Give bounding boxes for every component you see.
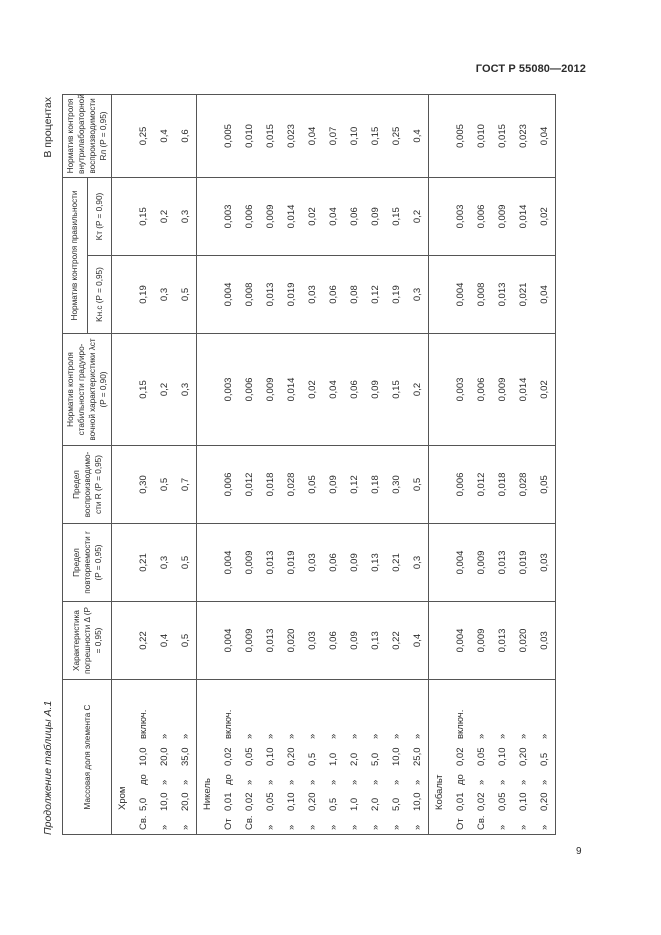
range-cell [239, 680, 260, 835]
reproducibility-cell: 0,12 [344, 446, 365, 524]
stability-cell: 0,15 [133, 334, 154, 446]
element-name: Никель [202, 778, 213, 810]
intralab-cell: 0,005 [218, 94, 239, 177]
repeatability-cell: 0,09 [344, 524, 365, 602]
table-row [239, 94, 260, 834]
kns-cell: 0,03 [302, 256, 323, 334]
stability-cell: 0,009 [260, 334, 281, 446]
range-vk: » [518, 733, 529, 739]
range-vk: » [307, 733, 318, 739]
header-stability: Норматив контроля стабильности градуиро-вочной характеристики λст (P = 0,90) [63, 334, 112, 446]
stability-cell: 0,06 [344, 334, 365, 446]
stability-cell: 0,003 [450, 334, 471, 446]
element-row [429, 94, 451, 834]
repeatability-cell: 0,009 [239, 524, 260, 602]
range-pfx: » [180, 824, 191, 830]
intralab-cell: 0,010 [239, 94, 260, 177]
accuracy-cell: 0,4 [407, 602, 429, 680]
range-a: 20,0 [180, 792, 191, 811]
kt-cell: 0,2 [407, 177, 429, 255]
reproducibility-cell: 0,30 [386, 446, 407, 524]
header-repeatability: Предел повторяемости r (P = 0,95) [63, 524, 112, 602]
repeatability-cell: 0,5 [175, 524, 197, 602]
reproducibility-cell: 0,5 [154, 446, 175, 524]
range-vk: » [349, 733, 360, 739]
repeatability-cell: 0,21 [133, 524, 154, 602]
range-a: 5,0 [391, 797, 402, 811]
accuracy-cell: 0,13 [365, 602, 386, 680]
stability-cell: 0,014 [281, 334, 302, 446]
range-pfx: » [307, 824, 318, 830]
range-cell [218, 680, 239, 835]
repeatability-cell: 0,03 [302, 524, 323, 602]
table-row [534, 94, 556, 834]
range-do: » [370, 779, 381, 785]
kt-cell: 0,04 [323, 177, 344, 255]
range-vk: » [328, 733, 339, 739]
range-b: 0,5 [539, 752, 550, 766]
range-vk: » [159, 733, 170, 739]
table-row [323, 94, 344, 834]
range-b: 0,05 [244, 747, 255, 766]
range-vk: » [370, 733, 381, 739]
document-code: ГОСТ Р 55080—2012 [475, 63, 586, 75]
range-a: 0,20 [539, 792, 550, 811]
reproducibility-cell: 0,30 [133, 446, 154, 524]
intralab-cell: 0,023 [281, 94, 302, 177]
intralab-cell: 0,04 [534, 94, 556, 177]
header-accuracy: Характеристика погрешности Δ (P = 0,95) [63, 602, 112, 680]
stability-cell: 0,006 [471, 334, 492, 446]
range-b: 5,0 [370, 752, 381, 766]
range-cell [175, 680, 197, 835]
range-do: » [286, 779, 297, 785]
range-vk: » [391, 733, 402, 739]
repeatability-cell: 0,004 [218, 524, 239, 602]
intralab-cell: 0,010 [471, 94, 492, 177]
range-cell [534, 680, 556, 835]
range-b: 2,0 [349, 752, 360, 766]
accuracy-cell: 0,22 [386, 602, 407, 680]
intralab-cell: 0,015 [260, 94, 281, 177]
range-b: 1,0 [328, 752, 339, 766]
page-number: 9 [576, 846, 582, 857]
accuracy-cell: 0,009 [239, 602, 260, 680]
table-row [492, 94, 513, 834]
kt-cell: 0,014 [281, 177, 302, 255]
range-pfx: От [223, 818, 234, 830]
range-a: 10,0 [412, 792, 423, 811]
repeatability-cell: 0,019 [281, 524, 302, 602]
header-kns: Kн.с (P = 0,95) [87, 256, 112, 334]
table-row [154, 94, 175, 834]
range-b: 0,20 [518, 747, 529, 766]
range-do: до [455, 774, 466, 785]
kt-cell: 0,02 [534, 177, 556, 255]
intralab-cell: 0,25 [386, 94, 407, 177]
accuracy-cell: 0,013 [492, 602, 513, 680]
range-a: 1,0 [349, 797, 360, 811]
repeatability-cell: 0,3 [154, 524, 175, 602]
range-pfx: » [286, 824, 297, 830]
kt-cell: 0,006 [471, 177, 492, 255]
table-row [218, 94, 239, 834]
range-do: » [476, 779, 487, 785]
kt-cell: 0,09 [365, 177, 386, 255]
kns-cell: 0,3 [154, 256, 175, 334]
range-b: 20,0 [159, 747, 170, 766]
repeatability-cell: 0,004 [450, 524, 471, 602]
stability-cell: 0,15 [386, 334, 407, 446]
range-do: » [497, 779, 508, 785]
range-cell [386, 680, 407, 835]
accuracy-cell: 0,013 [260, 602, 281, 680]
kns-cell: 0,08 [344, 256, 365, 334]
table-row [344, 94, 365, 834]
range-pfx: » [539, 824, 550, 830]
range-cell [344, 680, 365, 835]
range-pfx: » [349, 824, 360, 830]
repeatability-cell: 0,21 [386, 524, 407, 602]
accuracy-cell: 0,03 [534, 602, 556, 680]
element-name: Кобальт [434, 774, 445, 810]
range-b: 0,5 [307, 752, 318, 766]
range-cell [281, 680, 302, 835]
kns-cell: 0,013 [492, 256, 513, 334]
reproducibility-cell: 0,012 [471, 446, 492, 524]
range-do: » [265, 779, 276, 785]
range-vk: » [286, 733, 297, 739]
intralab-cell: 0,4 [407, 94, 429, 177]
range-vk: » [539, 733, 550, 739]
reproducibility-cell: 0,05 [534, 446, 556, 524]
range-b: 0,10 [265, 747, 276, 766]
range-vk: » [265, 733, 276, 739]
units-caption: В процентах [42, 97, 54, 158]
element-row [112, 94, 134, 834]
reproducibility-cell: 0,028 [513, 446, 534, 524]
range-vk: » [476, 733, 487, 739]
range-b: 0,05 [476, 747, 487, 766]
stability-cell: 0,2 [407, 334, 429, 446]
table-row [260, 94, 281, 834]
range-a: 0,05 [497, 792, 508, 811]
range-b: 35,0 [180, 747, 191, 766]
stability-cell: 0,3 [175, 334, 197, 446]
table-caption: Продолжение таблицы А.1 [42, 700, 54, 835]
range-vk: включ. [223, 709, 234, 739]
table-row [302, 94, 323, 834]
stability-cell: 0,02 [534, 334, 556, 446]
kt-cell: 0,3 [175, 177, 197, 255]
accuracy-cell: 0,5 [175, 602, 197, 680]
repeatability-cell: 0,009 [471, 524, 492, 602]
range-cell [154, 680, 175, 835]
range-do: до [138, 774, 149, 785]
reproducibility-cell: 0,09 [323, 446, 344, 524]
kns-cell: 0,019 [281, 256, 302, 334]
range-vk: » [412, 733, 423, 739]
kns-cell: 0,5 [175, 256, 197, 334]
header-correctness-group: Норматив контроля правильности [63, 177, 88, 333]
range-b: 0,20 [286, 747, 297, 766]
range-do: » [391, 779, 402, 785]
range-do: » [349, 779, 360, 785]
reproducibility-cell: 0,012 [239, 446, 260, 524]
reproducibility-cell: 0,028 [281, 446, 302, 524]
range-a: 0,5 [328, 797, 339, 811]
kt-cell: 0,014 [513, 177, 534, 255]
range-cell [133, 680, 154, 835]
range-a: 2,0 [370, 797, 381, 811]
kt-cell: 0,2 [154, 177, 175, 255]
table-row [450, 94, 471, 834]
accuracy-cell: 0,09 [344, 602, 365, 680]
accuracy-cell: 0,020 [281, 602, 302, 680]
range-do: » [539, 779, 550, 785]
kt-cell: 0,15 [133, 177, 154, 255]
kns-cell: 0,004 [218, 256, 239, 334]
repeatability-cell: 0,3 [407, 524, 429, 602]
range-do: » [244, 779, 255, 785]
range-pfx: » [370, 824, 381, 830]
repeatability-cell: 0,13 [365, 524, 386, 602]
range-pfx: » [518, 824, 529, 830]
reproducibility-cell: 0,18 [365, 446, 386, 524]
stability-cell: 0,02 [302, 334, 323, 446]
range-do: » [412, 779, 423, 785]
repeatability-cell: 0,013 [260, 524, 281, 602]
range-vk: » [244, 733, 255, 739]
element-row [197, 94, 219, 834]
kns-cell: 0,19 [386, 256, 407, 334]
range-cell [513, 680, 534, 835]
kns-cell: 0,008 [239, 256, 260, 334]
range-a: 0,10 [286, 792, 297, 811]
intralab-cell: 0,15 [365, 94, 386, 177]
data-table [62, 94, 556, 835]
reproducibility-cell: 0,006 [218, 446, 239, 524]
kns-cell: 0,004 [450, 256, 471, 334]
range-pfx: » [265, 824, 276, 830]
kt-cell: 0,006 [239, 177, 260, 255]
range-b: 25,0 [412, 747, 423, 766]
table-row [471, 94, 492, 834]
table-body [112, 94, 556, 834]
intralab-cell: 0,015 [492, 94, 513, 177]
stability-cell: 0,2 [154, 334, 175, 446]
accuracy-cell: 0,22 [133, 602, 154, 680]
kt-cell: 0,06 [344, 177, 365, 255]
reproducibility-cell: 0,018 [260, 446, 281, 524]
range-vk: » [497, 733, 508, 739]
kt-cell: 0,009 [492, 177, 513, 255]
range-pfx: » [328, 824, 339, 830]
range-do: » [159, 779, 170, 785]
intralab-cell: 0,005 [450, 94, 471, 177]
range-vk: включ. [455, 709, 466, 739]
range-pfx: » [391, 824, 402, 830]
table-row [513, 94, 534, 834]
range-a: 0,20 [307, 792, 318, 811]
range-pfx: Св. [244, 815, 255, 830]
range-a: 0,05 [265, 792, 276, 811]
intralab-cell: 0,04 [302, 94, 323, 177]
kns-cell: 0,19 [133, 256, 154, 334]
intralab-cell: 0,4 [154, 94, 175, 177]
range-vk: включ. [138, 709, 149, 739]
kns-cell: 0,3 [407, 256, 429, 334]
reproducibility-cell: 0,018 [492, 446, 513, 524]
intralab-cell: 0,25 [133, 94, 154, 177]
kns-cell: 0,12 [365, 256, 386, 334]
repeatability-cell: 0,06 [323, 524, 344, 602]
kns-cell: 0,021 [513, 256, 534, 334]
range-b: 10,0 [391, 747, 402, 766]
range-cell [492, 680, 513, 835]
table-row [133, 94, 154, 834]
range-pfx: » [412, 824, 423, 830]
stability-cell: 0,04 [323, 334, 344, 446]
stability-cell: 0,014 [513, 334, 534, 446]
stability-cell: 0,09 [365, 334, 386, 446]
range-do: » [518, 779, 529, 785]
kt-cell: 0,003 [450, 177, 471, 255]
range-a: 10,0 [159, 792, 170, 811]
stability-cell: 0,003 [218, 334, 239, 446]
range-a: 0,02 [244, 792, 255, 811]
table-row [175, 94, 197, 834]
accuracy-cell: 0,020 [513, 602, 534, 680]
element-name: Хром [117, 786, 128, 810]
accuracy-cell: 0,03 [302, 602, 323, 680]
reproducibility-cell: 0,006 [450, 446, 471, 524]
range-cell [407, 680, 429, 835]
table-row [407, 94, 429, 834]
range-b: 0,02 [223, 747, 234, 766]
header-mass-fraction: Массовая доля элемента С [63, 680, 112, 835]
range-a: 5,0 [138, 797, 149, 811]
range-cell [302, 680, 323, 835]
repeatability-cell: 0,019 [513, 524, 534, 602]
range-pfx: От [455, 818, 466, 830]
range-do: » [328, 779, 339, 785]
reproducibility-cell: 0,7 [175, 446, 197, 524]
stability-cell: 0,009 [492, 334, 513, 446]
intralab-cell: 0,6 [175, 94, 197, 177]
header-reproducibility: Предел воспроизводимо-сти R (P = 0,95) [63, 446, 112, 524]
reproducibility-cell: 0,5 [407, 446, 429, 524]
range-do: » [180, 779, 191, 785]
accuracy-cell: 0,009 [471, 602, 492, 680]
kt-cell: 0,15 [386, 177, 407, 255]
kns-cell: 0,008 [471, 256, 492, 334]
range-do: » [307, 779, 318, 785]
header-kt: Kт (P = 0,90) [87, 177, 112, 255]
range-a: 0,02 [476, 792, 487, 811]
intralab-cell: 0,023 [513, 94, 534, 177]
repeatability-cell: 0,03 [534, 524, 556, 602]
range-b: 10,0 [138, 747, 149, 766]
range-pfx: » [497, 824, 508, 830]
range-pfx: Св. [138, 815, 149, 830]
reproducibility-cell: 0,05 [302, 446, 323, 524]
intralab-cell: 0,07 [323, 94, 344, 177]
kns-cell: 0,04 [534, 256, 556, 334]
accuracy-cell: 0,4 [154, 602, 175, 680]
repeatability-cell: 0,013 [492, 524, 513, 602]
range-cell [260, 680, 281, 835]
kns-cell: 0,06 [323, 256, 344, 334]
table-row [281, 94, 302, 834]
range-a: 0,01 [455, 792, 466, 811]
range-cell [365, 680, 386, 835]
table-row [386, 94, 407, 834]
range-b: 0,10 [497, 747, 508, 766]
accuracy-cell: 0,004 [218, 602, 239, 680]
range-vk: » [180, 733, 191, 739]
range-a: 0,10 [518, 792, 529, 811]
range-pfx: » [159, 824, 170, 830]
range-a: 0,01 [223, 792, 234, 811]
range-do: до [223, 774, 234, 785]
range-b: 0,02 [455, 747, 466, 766]
rotated-table-area [40, 94, 550, 835]
range-cell [471, 680, 492, 835]
range-cell [323, 680, 344, 835]
intralab-cell: 0,10 [344, 94, 365, 177]
kns-cell: 0,013 [260, 256, 281, 334]
accuracy-cell: 0,004 [450, 602, 471, 680]
accuracy-cell: 0,06 [323, 602, 344, 680]
stability-cell: 0,006 [239, 334, 260, 446]
range-cell [450, 680, 471, 835]
header-intralab: Норматив контроля внутрилабораторной воспроизводимости Rл (P = 0,95) [63, 94, 112, 177]
kt-cell: 0,02 [302, 177, 323, 255]
kt-cell: 0,009 [260, 177, 281, 255]
range-pfx: Св. [476, 815, 487, 830]
table-row [365, 94, 386, 834]
kt-cell: 0,003 [218, 177, 239, 255]
